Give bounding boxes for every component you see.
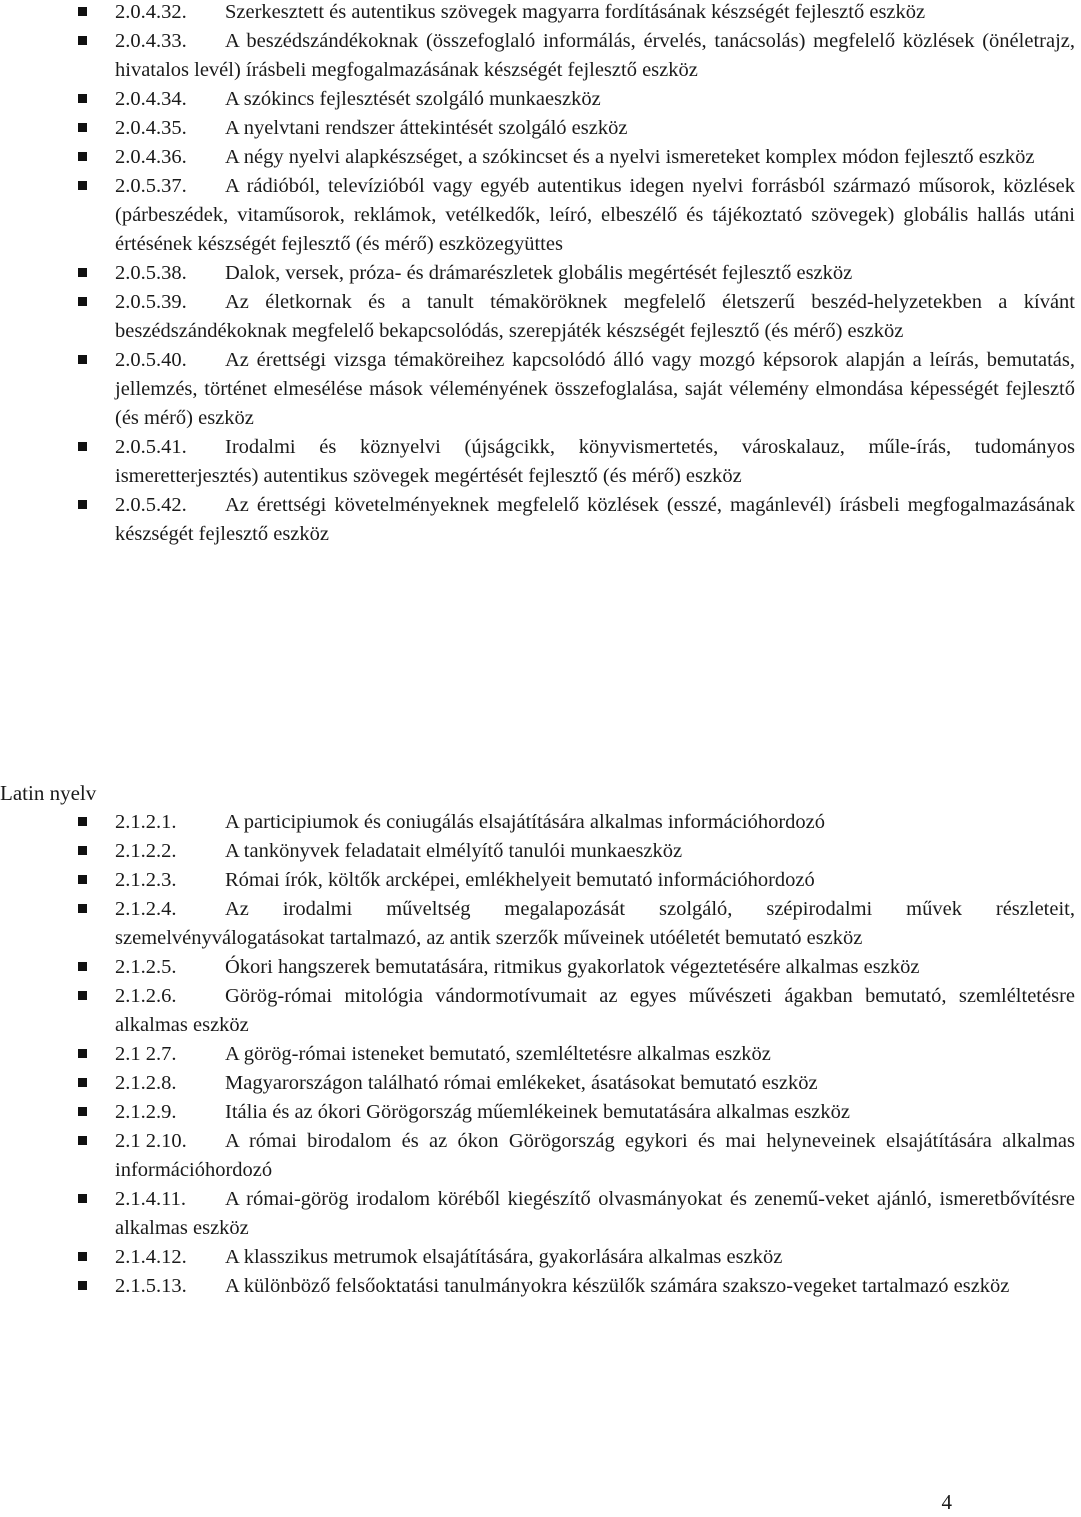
item-number: 2.1.2.4.: [115, 898, 177, 920]
item-text: Római írók, költők arcképei, emlékhelyeit bemutató információhordozó: [225, 869, 815, 891]
list-item: [115, 114, 1075, 143]
item-number: 2.1.2.2.: [115, 840, 177, 862]
square-bullet-icon: [78, 962, 87, 971]
item-text: Ókori hangszerek bemutatására, ritmikus gyakorlatok végeztetésére alkalmas eszköz: [225, 956, 920, 978]
item-text: Szerkesztett és autentikus szövegek magyarra fordításának készségét fejlesztő eszköz: [225, 1, 926, 23]
list-item: [115, 1185, 1075, 1243]
item-text: Az érettségi vizsga témaköreihez kapcsolódó álló vagy mozgó képsorok alapján a leírás, bemutatás, jellemzés, történet elmesélése mások véleményének összefoglalása, saját vélemény elmondása képességét fejlesztő (és mérő) eszköz: [115, 349, 1075, 429]
item-number: 2.0.5.37.: [115, 175, 187, 197]
square-bullet-icon: [78, 355, 87, 364]
list-item: [115, 259, 1075, 288]
item-text: A különböző felsőoktatási tanulmányokra készülők számára szakszo-vegeket tartalmazó eszköz: [225, 1275, 1010, 1297]
square-bullet-icon: [78, 1281, 87, 1290]
list-item: [115, 1069, 1075, 1098]
square-bullet-icon: [78, 991, 87, 1000]
item-text: Görög-római mitológia vándormotívumait az egyes művészeti ágakban bemutató, szemléltetésre alkalmas eszköz: [115, 985, 1075, 1036]
section-heading: Latin nyelv: [0, 781, 97, 805]
item-text: A klasszikus metrumok elsajátítására, gyakorlására alkalmas eszköz: [225, 1246, 783, 1268]
equipment-list-general: [0, 0, 1081, 549]
list-item: [115, 1040, 1075, 1069]
list-item: [115, 85, 1075, 114]
item-text: Dalok, versek, próza- és drámarészletek globális megértését fejlesztő eszköz: [225, 262, 853, 284]
item-number: 2.0.5.39.: [115, 291, 187, 313]
item-number: 2.1.2.1.: [115, 811, 177, 833]
item-text: A tankönyvek feladatait elmélyítő tanulói munkaeszköz: [225, 840, 683, 862]
item-text: Az érettségi követelményeknek megfelelő közlések (esszé, magánlevél) írásbeli megfogalmazásának készségét fejlesztő eszköz: [115, 494, 1075, 545]
list-item: [115, 172, 1075, 259]
item-number: 2.1.4.11.: [115, 1188, 186, 1210]
list-item: [115, 866, 1075, 895]
square-bullet-icon: [78, 1049, 87, 1058]
item-number: 2.0.4.34.: [115, 88, 187, 110]
page-number: 4: [941, 1490, 952, 1514]
list-item: [115, 1098, 1075, 1127]
list-item: [115, 143, 1075, 172]
square-bullet-icon: [78, 123, 87, 132]
square-bullet-icon: [78, 1078, 87, 1087]
square-bullet-icon: [78, 817, 87, 826]
item-number: 2.0.4.35.: [115, 117, 187, 139]
list-item: [115, 0, 1075, 27]
square-bullet-icon: [78, 152, 87, 161]
item-text: A beszédszándékoknak (összefoglaló informálás, érvelés, tanácsolás) megfelelő közlések (önéletrajz, hivatalos levél) írásbeli megfogalmazásának készségét fejlesztő eszköz: [115, 30, 1075, 81]
item-number: 2.0.5.38.: [115, 262, 187, 284]
item-number: 2.1.2.6.: [115, 985, 177, 1007]
square-bullet-icon: [78, 181, 87, 190]
item-number: 2.0.5.40.: [115, 349, 187, 371]
item-number: 2.1 2.10.: [115, 1130, 187, 1152]
list-item: [115, 982, 1075, 1040]
square-bullet-icon: [78, 268, 87, 277]
item-number: 2.1.4.12.: [115, 1246, 187, 1268]
item-text: Irodalmi és köznyelvi (újságcikk, könyvismertetés, városkalauz, műle-írás, tudományos ismeretterjesztés) autentikus szövegek megértését fejlesztő (és mérő) eszköz: [115, 436, 1075, 487]
square-bullet-icon: [78, 500, 87, 509]
square-bullet-icon: [78, 94, 87, 103]
item-text: Az életkornak és a tanult témaköröknek megfelelő életszerű beszéd-helyzetekben a kívánt beszédszándékoknak megfelelő bekapcsolódás, szerepjáték készségét fejlesztő (és mérő) eszköz: [115, 291, 1075, 342]
item-number: 2.0.4.32.: [115, 1, 187, 23]
item-number: 2.0.4.36.: [115, 146, 187, 168]
list-item: [115, 288, 1075, 346]
square-bullet-icon: [78, 1252, 87, 1261]
square-bullet-icon: [78, 1194, 87, 1203]
item-number: 2.1.2.8.: [115, 1072, 177, 1094]
list-item: [115, 27, 1075, 85]
list-item: [115, 895, 1075, 953]
item-number: 2.1.5.13.: [115, 1275, 187, 1297]
square-bullet-icon: [78, 1107, 87, 1116]
item-text: A szókincs fejlesztését szolgáló munkaeszköz: [225, 88, 601, 110]
item-text: Itália és az ókori Görögország műemlékeinek bemutatására alkalmas eszköz: [225, 1101, 850, 1123]
item-text: A rádióból, televízióból vagy egyéb autentikus idegen nyelvi forrásból származó műsorok, közlések (párbeszédek, vitaműsorok, reklámok, vetélkedők, leíró, elbeszélő és tájékoztató szövegek) globális hallás utáni értésének készségét fejlesztő (és mérő) eszközegyüttes: [115, 175, 1075, 255]
item-number: 2.1.2.9.: [115, 1101, 177, 1123]
item-text: Magyarországon található római emlékeket, ásatásokat bemutató eszköz: [225, 1072, 818, 1094]
item-number: 2.0.5.41.: [115, 436, 187, 458]
square-bullet-icon: [78, 442, 87, 451]
item-number: 2.0.4.33.: [115, 30, 187, 52]
list-item: [115, 808, 1075, 837]
item-number: 2.0.5.42.: [115, 494, 187, 516]
item-text: A görög-római isteneket bemutató, szemléltetésre alkalmas eszköz: [225, 1043, 771, 1065]
equipment-list-latin: [0, 808, 1081, 1301]
item-number: 2.1.2.3.: [115, 869, 177, 891]
list-item: [115, 837, 1075, 866]
item-text: A római birodalom és az ókon Görögország egykori és mai helyneveinek elsajátítására alkalmas információhordozó: [115, 1130, 1075, 1181]
square-bullet-icon: [78, 1136, 87, 1145]
list-item: [115, 953, 1075, 982]
item-number: 2.1 2.7.: [115, 1043, 177, 1065]
square-bullet-icon: [78, 297, 87, 306]
item-number: 2.1.2.5.: [115, 956, 177, 978]
list-item: [115, 433, 1075, 491]
square-bullet-icon: [78, 875, 87, 884]
square-bullet-icon: [78, 904, 87, 913]
item-text: A nyelvtani rendszer áttekintését szolgáló eszköz: [225, 117, 628, 139]
item-text: A participiumok és coniugálás elsajátítására alkalmas információhordozó: [225, 811, 825, 833]
list-item: [115, 346, 1075, 433]
list-item: [115, 1243, 1075, 1272]
square-bullet-icon: [78, 36, 87, 45]
square-bullet-icon: [78, 846, 87, 855]
item-text: A négy nyelvi alapkészséget, a szókincset és a nyelvi ismereteket komplex módon fejlesztő eszköz: [225, 146, 1035, 168]
item-text: A római-görög irodalom köréből kiegészítő olvasmányokat és zenemű-veket ajánló, ismeretbővítésre alkalmas eszköz: [115, 1188, 1075, 1239]
list-item: [115, 1272, 1075, 1301]
item-text: Az irodalmi műveltség megalapozását szolgáló, szépirodalmi művek részleteit, szemelvényválogatásokat tartalmazó, az antik szerzők műveinek utóéletét bemutató eszköz: [115, 898, 1075, 949]
square-bullet-icon: [78, 7, 87, 16]
list-item: [115, 491, 1075, 549]
list-item: [115, 1127, 1075, 1185]
